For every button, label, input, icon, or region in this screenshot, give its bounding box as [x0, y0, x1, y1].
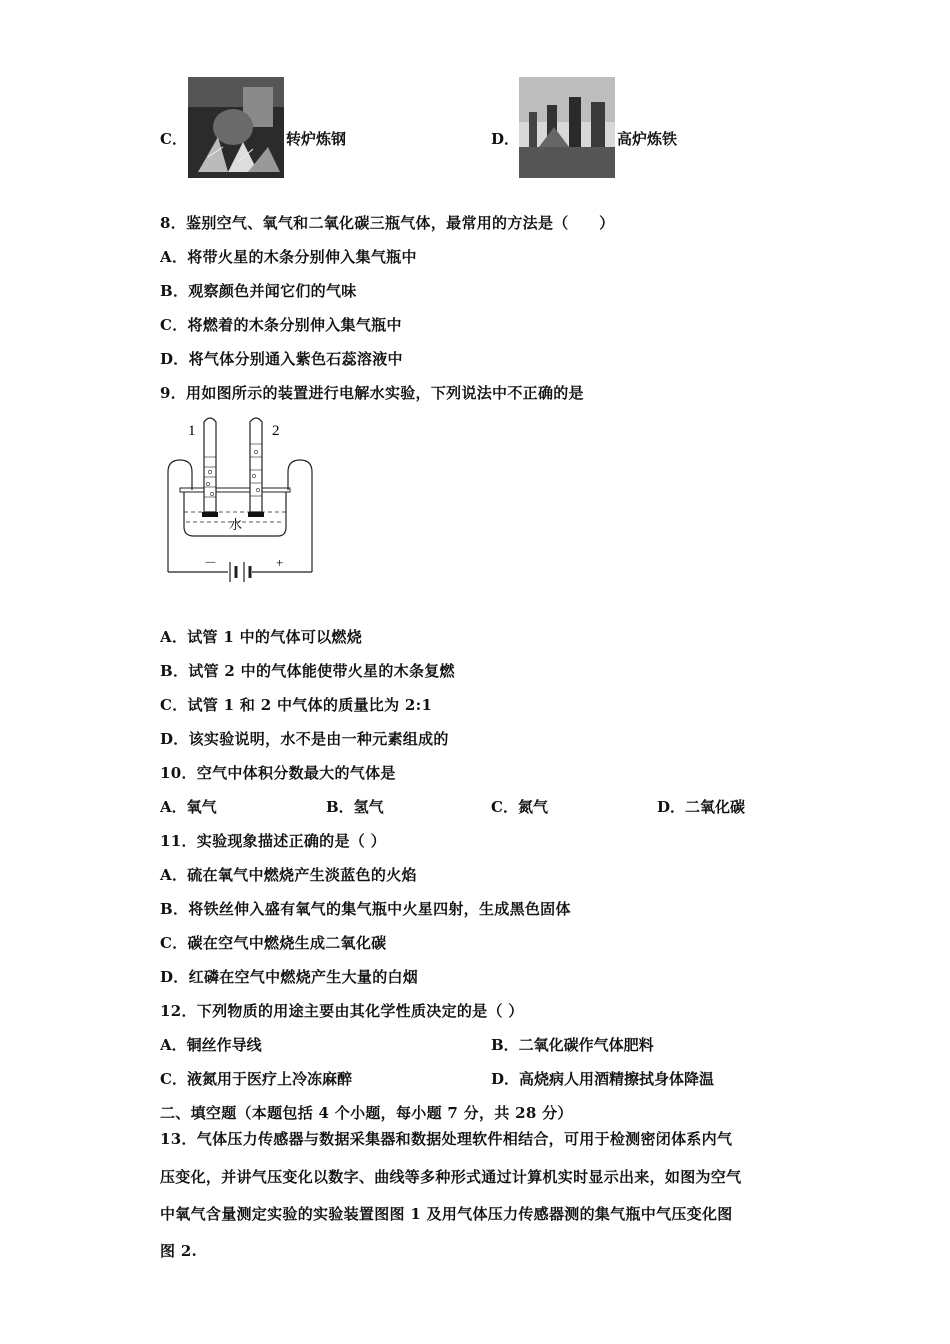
q10-option-a: A．氧气 — [160, 798, 217, 816]
tube-1-label: 1 — [188, 423, 196, 439]
option-d-caption: 高炉炼铁 — [617, 130, 678, 148]
plus-sign: + — [276, 555, 284, 570]
q11-option-b: B．将铁丝伸入盛有氧气的集气瓶中火星四射，生成黑色固体 — [160, 900, 571, 918]
option-c-label: C． — [160, 130, 187, 148]
q13-line-2: 压变化，并讲气压变化以数字、曲线等多种形式通过计算机实时显示出来，如图为空气 — [160, 1168, 742, 1186]
tube-2-label: 2 — [272, 423, 280, 439]
q8-option-a: A．将带火星的木条分别伸入集气瓶中 — [160, 248, 417, 266]
q9-option-c: C．试管 1 和 2 中气体的质量比为 2:1 — [160, 696, 433, 714]
question-10: 10．空气中体积分数最大的气体是 — [160, 764, 396, 782]
q9-option-b: B．试管 2 中的气体能使带火星的木条复燃 — [160, 662, 455, 680]
question-9: 9．用如图所示的装置进行电解水实验，下列说法中不正确的是 — [160, 384, 584, 402]
question-12: 12．下列物质的用途主要由其化学性质决定的是（ ） — [160, 1002, 524, 1020]
converter-steelmaking-photo — [188, 77, 284, 178]
q10-option-c: C．氮气 — [491, 798, 548, 816]
minus-sign: － — [204, 555, 218, 570]
q10-option-b: B．氢气 — [326, 798, 384, 816]
q10-option-d: D．二氧化碳 — [657, 798, 746, 816]
q9-option-d: D．该实验说明，水不是由一种元素组成的 — [160, 730, 449, 748]
q13-line-3: 中氧气含量测定实验的实验装置图图 1 及用气体压力传感器测的集气瓶中气压变化图 — [160, 1205, 733, 1223]
question-11: 11．实验现象描述正确的是（ ） — [160, 832, 386, 850]
q8-option-d: D．将气体分别通入紫色石蕊溶液中 — [160, 350, 403, 368]
q12-option-b: B．二氧化碳作气体肥料 — [491, 1036, 654, 1054]
section-2-title: 二、填空题（本题包括 4 个小题，每小题 7 分，共 28 分） — [160, 1104, 573, 1122]
water-label: 水 — [229, 517, 243, 532]
blast-furnace-photo — [519, 77, 615, 178]
q11-option-a: A．硫在氧气中燃烧产生淡蓝色的火焰 — [160, 866, 417, 884]
q9-option-a: A．试管 1 中的气体可以燃烧 — [160, 628, 363, 646]
q11-option-d: D．红磷在空气中燃烧产生大量的白烟 — [160, 968, 419, 986]
q12-option-c: C．液氮用于医疗上冷冻麻醉 — [160, 1070, 352, 1088]
q11-option-c: C．碳在空气中燃烧生成二氧化碳 — [160, 934, 387, 952]
q13-line-1: 13．气体压力传感器与数据采集器和数据处理软件相结合，可用于检测密闭体系内气 — [160, 1130, 733, 1148]
electrolysis-diagram — [160, 412, 320, 597]
option-c-caption: 转炉炼钢 — [286, 130, 347, 148]
q8-option-c: C．将燃着的木条分别伸入集气瓶中 — [160, 316, 402, 334]
q12-option-a: A．铜丝作导线 — [160, 1036, 262, 1054]
q8-option-b: B．观察颜色并闻它们的气味 — [160, 282, 357, 300]
q12-option-d: D．高烧病人用酒精擦拭身体降温 — [491, 1070, 715, 1088]
option-d-label: D． — [491, 130, 520, 148]
question-8: 8．鉴别空气、氧气和二氧化碳三瓶气体，最常用的方法是（ ） — [160, 214, 615, 232]
q13-line-4: 图 2. — [160, 1242, 198, 1260]
